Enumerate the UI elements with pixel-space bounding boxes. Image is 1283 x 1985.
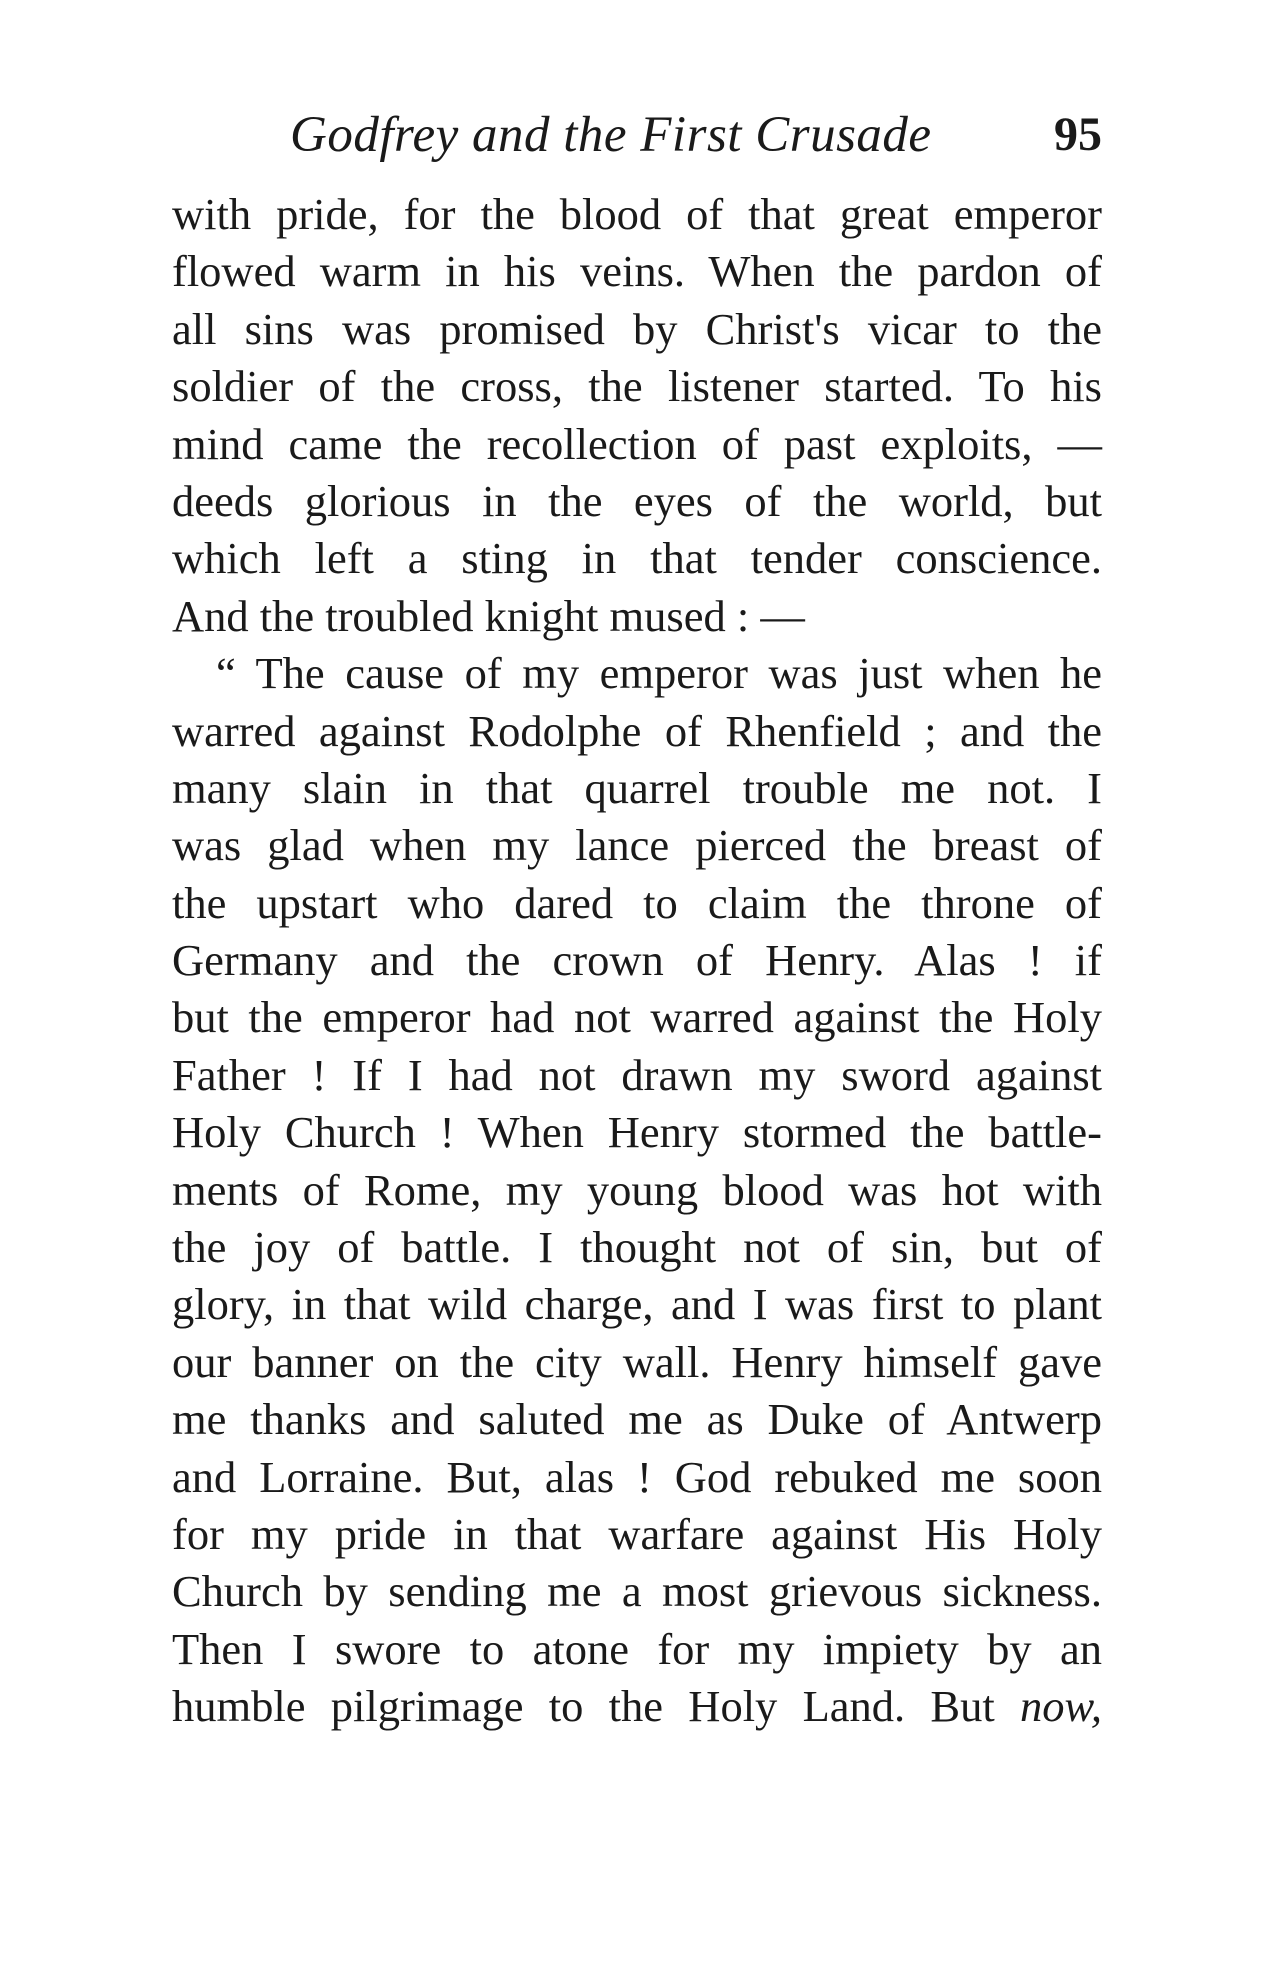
text-line: And the troubled knight mused : —: [172, 590, 805, 641]
running-head: [172, 100, 1102, 170]
text-line-paragraph-start: “ The cause of my emperor was just when he: [216, 648, 1102, 699]
text-line: ments of Rome, my young blood was hot with: [172, 1164, 1102, 1215]
body-text: [172, 186, 1102, 1736]
text-line: for my pride in that warfare against His Holy: [172, 1508, 1102, 1559]
text-line: and Lorraine. But, alas ! God rebuked me soon: [172, 1451, 1102, 1502]
text-line: Church by sending me a most grievous sickness.: [172, 1566, 1102, 1617]
text-line: Germany and the crown of Henry. Alas ! if: [172, 935, 1102, 986]
text-line: many slain in that quarrel trouble me not. I: [172, 762, 1102, 813]
running-title: Godfrey and the First Crusade: [290, 107, 932, 163]
text-line: deeds glorious in the eyes of the world, but: [172, 475, 1102, 526]
text-line: was glad when my lance pierced the breast of: [172, 820, 1102, 871]
text-line: Father ! If I had not drawn my sword against: [172, 1049, 1102, 1100]
text-line: which left a sting in that tender conscience.: [172, 533, 1102, 584]
text-line: flowed warm in his veins. When the pardon of: [172, 246, 1102, 297]
text-line-last: [172, 1678, 1102, 1735]
page-number: 95: [1054, 108, 1102, 161]
text-line: the upstart who dared to claim the throne of: [172, 877, 1102, 928]
text-line: Then I swore to atone for my impiety by an: [172, 1623, 1102, 1674]
text-line: glory, in that wild charge, and I was first to plant: [172, 1279, 1102, 1330]
last-line-text: humble pilgrimage to the Holy Land. But: [172, 1681, 995, 1732]
text-line: our banner on the city wall. Henry himself gave: [172, 1336, 1102, 1387]
text-line: soldier of the cross, the listener started. To his: [172, 361, 1102, 412]
text-line: the joy of battle. I thought not of sin, but of: [172, 1222, 1102, 1273]
text-line: all sins was promised by Christ's vicar to the: [172, 303, 1102, 354]
text-line: Holy Church ! When Henry stormed the battle-: [172, 1107, 1102, 1158]
text-line: me thanks and saluted me as Duke of Antwerp: [172, 1394, 1102, 1445]
text-line: mind came the recollection of past exploits, —: [172, 418, 1102, 469]
text-line: warred against Rodolphe of Rhenfield ; and the: [172, 705, 1102, 756]
italic-word: now,: [1020, 1681, 1103, 1732]
text-line: but the emperor had not warred against the Holy: [172, 992, 1102, 1043]
text-line: with pride, for the blood of that great emperor: [172, 189, 1102, 239]
